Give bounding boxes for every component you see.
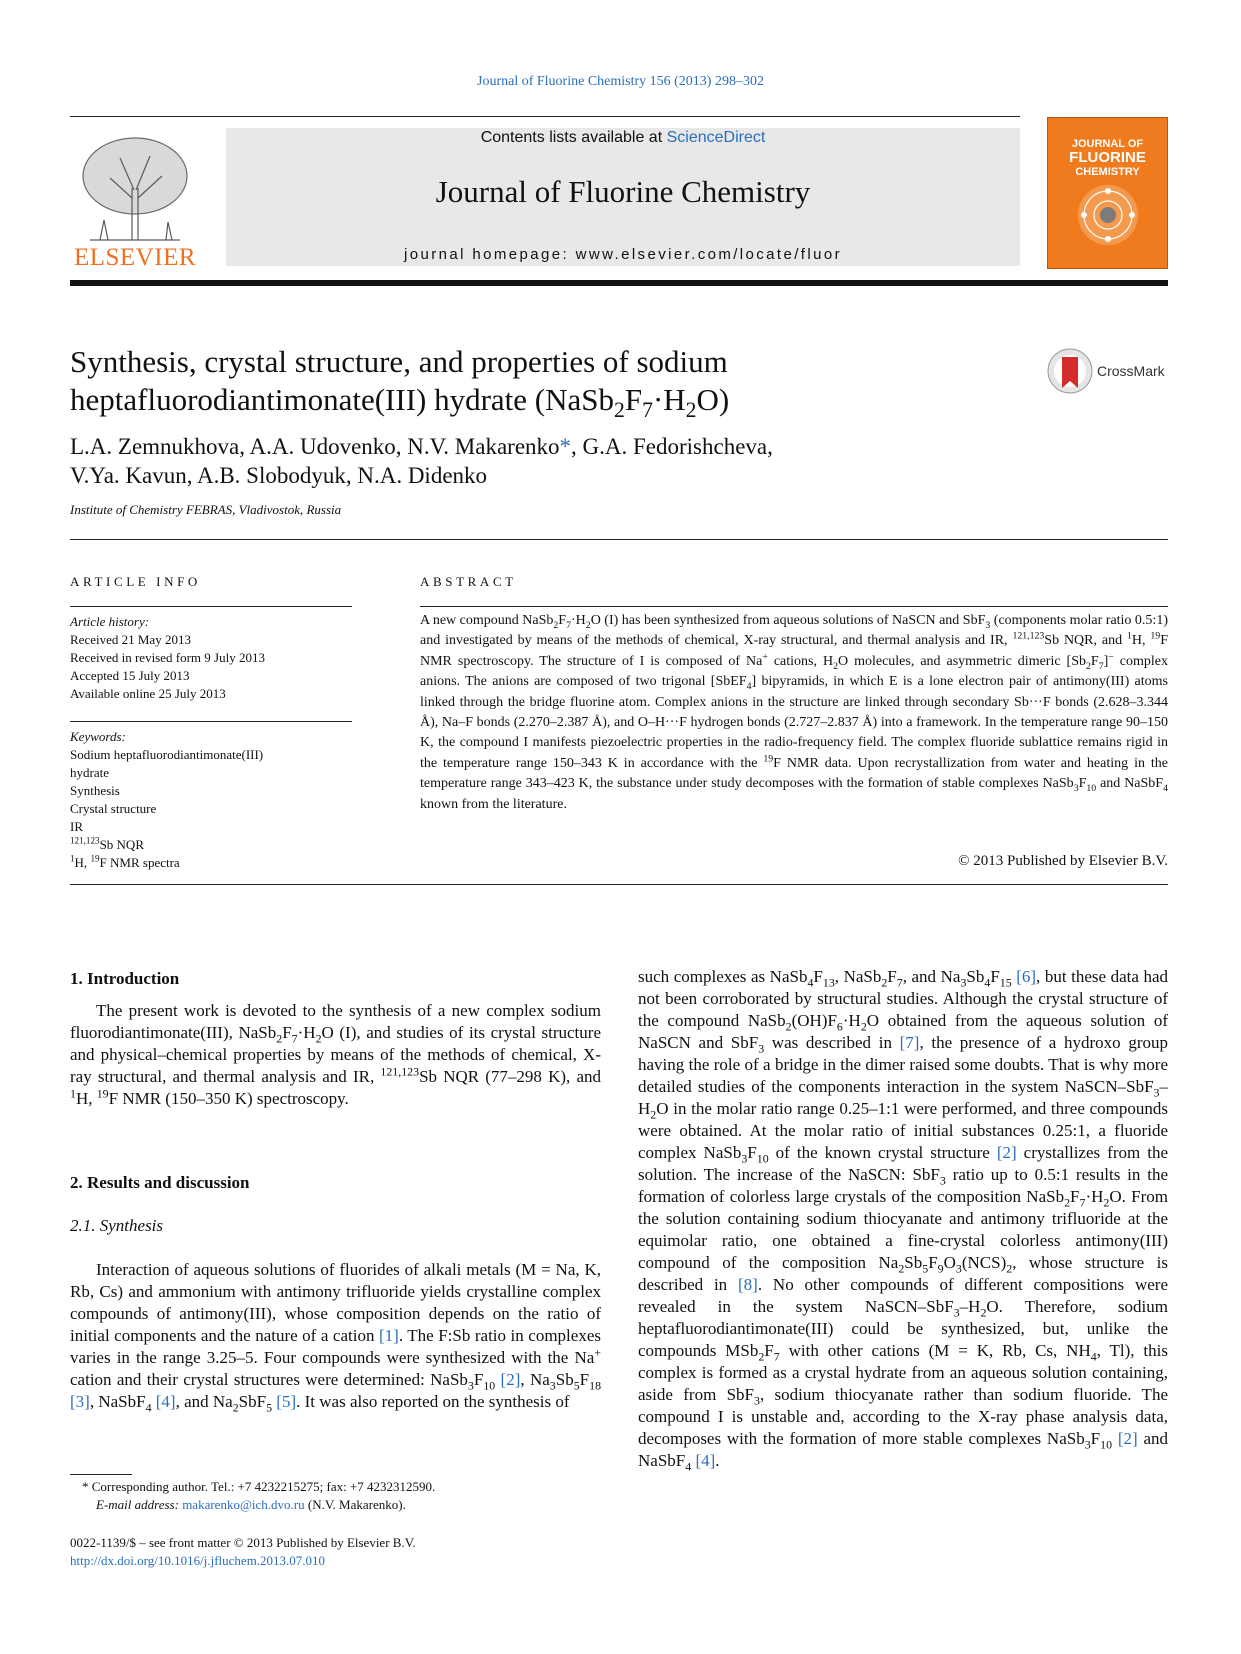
contents-prefix: Contents lists available at (480, 129, 663, 146)
author-list: L.A. Zemnukhova, A.A. Udovenko, N.V. Makarenko*, G.A. Fedorishcheva, V.Ya. Kavun, A.B. Slobodyuk, N.A. Didenko (70, 434, 773, 488)
elsevier-wordmark: ELSEVIER (73, 244, 197, 271)
atom-cover-icon (1066, 180, 1150, 250)
introduction-heading: 1. Introduction (70, 969, 180, 988)
results-heading: 2. Results and discussion (70, 1173, 250, 1192)
affiliation: Institute of Chemistry FEBRAS, Vladivostok, Russia (70, 502, 342, 517)
abstract-heading: ABSTRACT (420, 574, 517, 589)
synthesis-heading: 2.1. Synthesis (70, 1216, 164, 1235)
keywords-rule (70, 721, 352, 722)
journal-cover[interactable] (1047, 117, 1168, 269)
article-history: Article history: Received 21 May 2013 Received in revised form 9 July 2013 Accepted 15 July 2013 Available online 25 July 2013 (70, 614, 265, 701)
contents-line (226, 129, 1020, 147)
sciencedirect-link[interactable]: ScienceDirect (666, 129, 766, 146)
crossmark-label[interactable]: CrossMark (1097, 363, 1165, 379)
footnote-rule (70, 1474, 132, 1475)
header-thick-rule (70, 280, 1168, 286)
section-rule (70, 539, 1168, 540)
article-title: Synthesis, crystal structure, and properties of sodium heptafluorodiantimonate(III) hydrate $(NaSb_2F_7\cdot H_2O)$ (70, 344, 730, 423)
abstract-copyright: © 2013 Published by Elsevier B.V. (958, 853, 1168, 869)
journal-homepage[interactable]: journal homepage: www.elsevier.com/locate/fluor (404, 246, 842, 263)
doi-link[interactable]: http://dx.doi.org/10.1016/j.jfluchem.2013.07.010 (70, 1553, 326, 1568)
corresponding-author-marker[interactable]: * (559, 434, 572, 459)
email-link[interactable]: makarenko@ich.dvo.ru (182, 1497, 305, 1512)
crossmark-icon[interactable] (1047, 348, 1093, 394)
journal-reference[interactable]: Journal of Fluorine Chemistry 156 (2013) 298–302 (477, 74, 764, 89)
cover-title: JOURNAL OF FLUORINE CHEMISTRY (1069, 138, 1146, 178)
abstract-rule (420, 606, 1168, 607)
header-rule (70, 116, 1020, 117)
keywords: Keywords: Sodium heptafluorodiantimonate(III) hydrate Synthesis Crystal structure IR $^{121,123}$Sb NQR $^1$H, $^{19}$F NMR spectra (70, 729, 264, 870)
abstract-text: A new compound $NaSb_2F_7\cdot H_2O$ (I) has been synthesized from aqueous solutions of NaSCN and SbF$_3$ (components molar ratio 0.5:1) and investigated by means of the methods of chemical, X-ray structural, and thermal analysis and IR, $^{121,123}$Sb NQR, and $^1$H, $^{19}$F NMR spectroscopy. The structure of I is composed of Na+ cations, $H_2O$ molecules, and asymmetric dimeric $[Sb_2F_7]^-$ complex anions. The anions are composed of two trigonal [SbEF$_4$] bipyramids, in which E is a lone electron pair of antimony(III) atoms linked through the bridge fluorine atom. Complex anions in the structure are linked through secondary Sb···F bonds (2.628–3.344 Å), Na–F bonds (2.270–2.387 Å), and O–H···F hydrogen bonds (2.727–2.837 Å) into a framework. In the temperature range 90–150 K, the compound I manifests piezoelectric properties in the radio-frequency field. The complex fluoride sublattice remains rigid in the temperature range 150–343 K in accordance with the $^{19}$F NMR data. Upon recrystallization from water and heating in the temperature range 343–423 K, the substance under study decomposes with the formation of stable complexes $NaSb_3F_{10}$ and NaSbF$_4$ known from the literature. (420, 613, 1169, 812)
body-separator (70, 884, 1168, 885)
right-column-text: such complexes as $NaSb_4F_{13}$, $NaSb_2F_7$, and $Na_3Sb_4F_{15}$ [6], but these data had not been corroborated by structural studies. Although the crystal structure of the compound $NaSb_2(OH)F_6\cdot H_2O$ obtained from the aqueous solution of NaSCN and SbF$_3$ was described in [7], the presence of a hydroxo group having the role of a bridge in the dimer raised some doubts. That is why more detailed studies of the components interaction in the system NaSCN–$SbF_3-H_2O$ in the molar ratio range 0.25–1:1 were performed, and three compounds were obtained. At the molar ratio of initial substances 0.25:1, a fluoride complex $NaSb_3F_{10}$ of the known crystal structure [2] crystallizes from the solution. The increase of the NaSCN: SbF$_3$ ratio up to 0.5:1 results in the formation of colorless large crystals of the composition $NaSb_2F_7\cdot H_2O$. From the solution containing sodium thiocyanate and antimony trifluoride at the equimolar ratio, one obtained a fine-crystal colorless antimony(III) compound of the composition $Na_2Sb_5F_9O_3(NCS)_2$, whose structure is described in [8]. No other compounds of different compositions were revealed in the system NaSCN–$SbF_3-H_2O$. Therefore, sodium heptafluorodiantimonate(III) could be synthesized, but, unlike the compounds $MSb_2F_7$ with other cations (M = K, Rb, Cs, $NH_4$, Tl), this complex is formed as a crystal hydrate from an aqueous solution containing, aside from SbF$_3$, sodium thiocyanate rather than sodium fluoride. The compound I is unstable and, according to the X-ray phase analysis data, decomposes with the formation of more stable complexes $NaSb_3F_{10}$ [2] and NaSbF$_4$ [4]. (638, 967, 1169, 1474)
synthesis-paragraph: Interaction of aqueous solutions of fluorides of alkali metals (M = Na, K, Rb, Cs) and ammonium with antimony trifluoride yields crystalline complex compounds of antimony(III), whose composition depends on the ratio of initial components and the nature of a cation [1]. The F:Sb ratio in complexes varies in the range 3.25–5. Four compounds were synthesized with the Na+ cation and their crystal structures were determined: $NaSb_3F_{10}$ [2], $Na_3Sb_5F_{18}$ [3], NaSbF$_4$ [4], and $Na_2SbF_5$ [5]. It was also reported on the synthesis of (70, 1260, 602, 1415)
footnote: * Corresponding author. Tel.: +7 4232215275; fax: +7 4232312590. E-mail address: makarenko@ich.dvo.ru (N.V. Makarenko). (82, 1479, 436, 1512)
front-matter: 0022-1139/$ – see front matter © 2013 Published by Elsevier B.V. http://dx.doi.org/10.1016/j.jfluchem.2013.07.010 (70, 1534, 630, 1570)
article-info-rule (70, 606, 352, 607)
journal-title: Journal of Fluorine Chemistry (435, 174, 811, 209)
introduction-paragraph: The present work is devoted to the synthesis of a new complex sodium fluorodiantimonate(III), $NaSb_2F_7\cdot H_2O$ (I), and studies of its crystal structure and physical–chemical properties by means of the methods of chemical, X-ray structural, and thermal analysis and IR, $^{121,123}$Sb NQR (77–298 K), and $^1$H, $^{19}$F NMR (150–350 K) spectroscopy. (70, 1001, 601, 1108)
article-info-heading: ARTICLE INFO (70, 574, 201, 589)
